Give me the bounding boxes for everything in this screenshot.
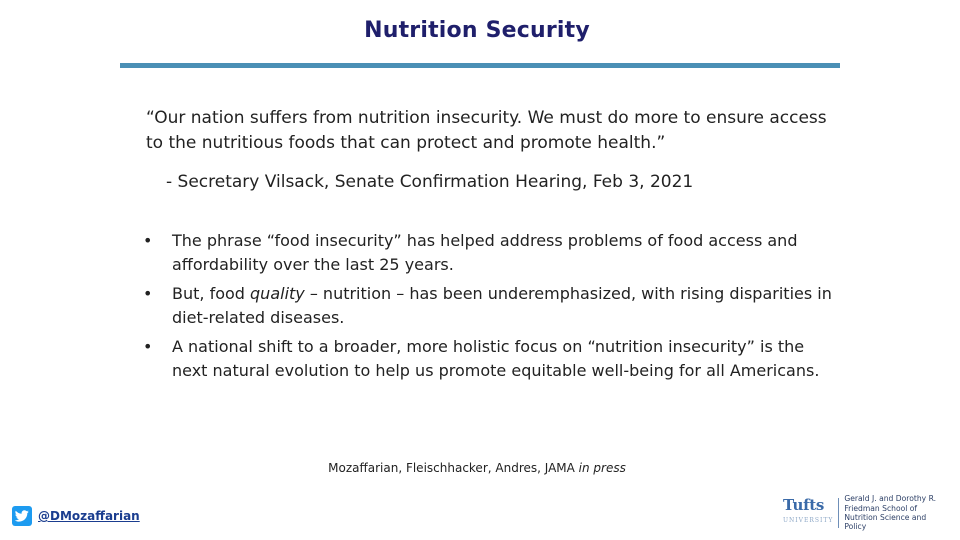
citation-text: Mozaffarian, Fleischhacker, Andres, JAMA	[328, 461, 579, 475]
citation-status: in press	[578, 461, 626, 475]
logo-school-name: Gerald J. and Dorothy R. Friedman School of Nutrition Science and Policy	[844, 494, 936, 532]
logo-wordmark	[783, 498, 833, 528]
bullet-marker: •	[143, 284, 153, 303]
bullet-marker: •	[143, 231, 153, 250]
bullet-list	[143, 229, 833, 388]
slide-title: Nutrition Security	[364, 18, 590, 43]
bullet-text-prefix: But, food	[172, 284, 251, 303]
bullet-text-emphasis: quality	[250, 284, 305, 303]
bullet-item	[143, 335, 833, 383]
quote-text: “Our nation suffers from nutrition insecurity. We must do more to ensure access to the nutritious foods that can protect and promote health.”	[146, 108, 827, 153]
bullet-item	[143, 229, 833, 277]
tufts-logo	[783, 494, 948, 532]
bullet-marker: •	[143, 337, 153, 356]
twitter-link[interactable]	[12, 505, 140, 527]
twitter-bird-icon[interactable]	[12, 506, 32, 526]
bullet-text: The phrase “food insecurity” has helped address problems of food access and affordability over the last 25 years.	[172, 231, 798, 274]
title-underline	[120, 63, 840, 68]
bullet-text-suffix: – nutrition – has been underemphasized, with rising disparities in diet-related diseases.	[172, 284, 832, 327]
quote-attribution: - Secretary Vilsack, Senate Confirmation Hearing, Feb 3, 2021	[166, 172, 694, 192]
bullet-text: A national shift to a broader, more holistic focus on “nutrition insecurity” is the next natural evolution to help us promote equitable well-being for all Americans.	[172, 337, 820, 380]
twitter-handle[interactable]: @DMozaffarian	[38, 509, 140, 523]
bullet-item	[143, 282, 833, 330]
logo-divider	[838, 498, 839, 528]
logo-subword: UNIVERSITY	[783, 517, 834, 524]
logo-word: Tufts	[783, 496, 825, 514]
citation	[320, 459, 634, 478]
